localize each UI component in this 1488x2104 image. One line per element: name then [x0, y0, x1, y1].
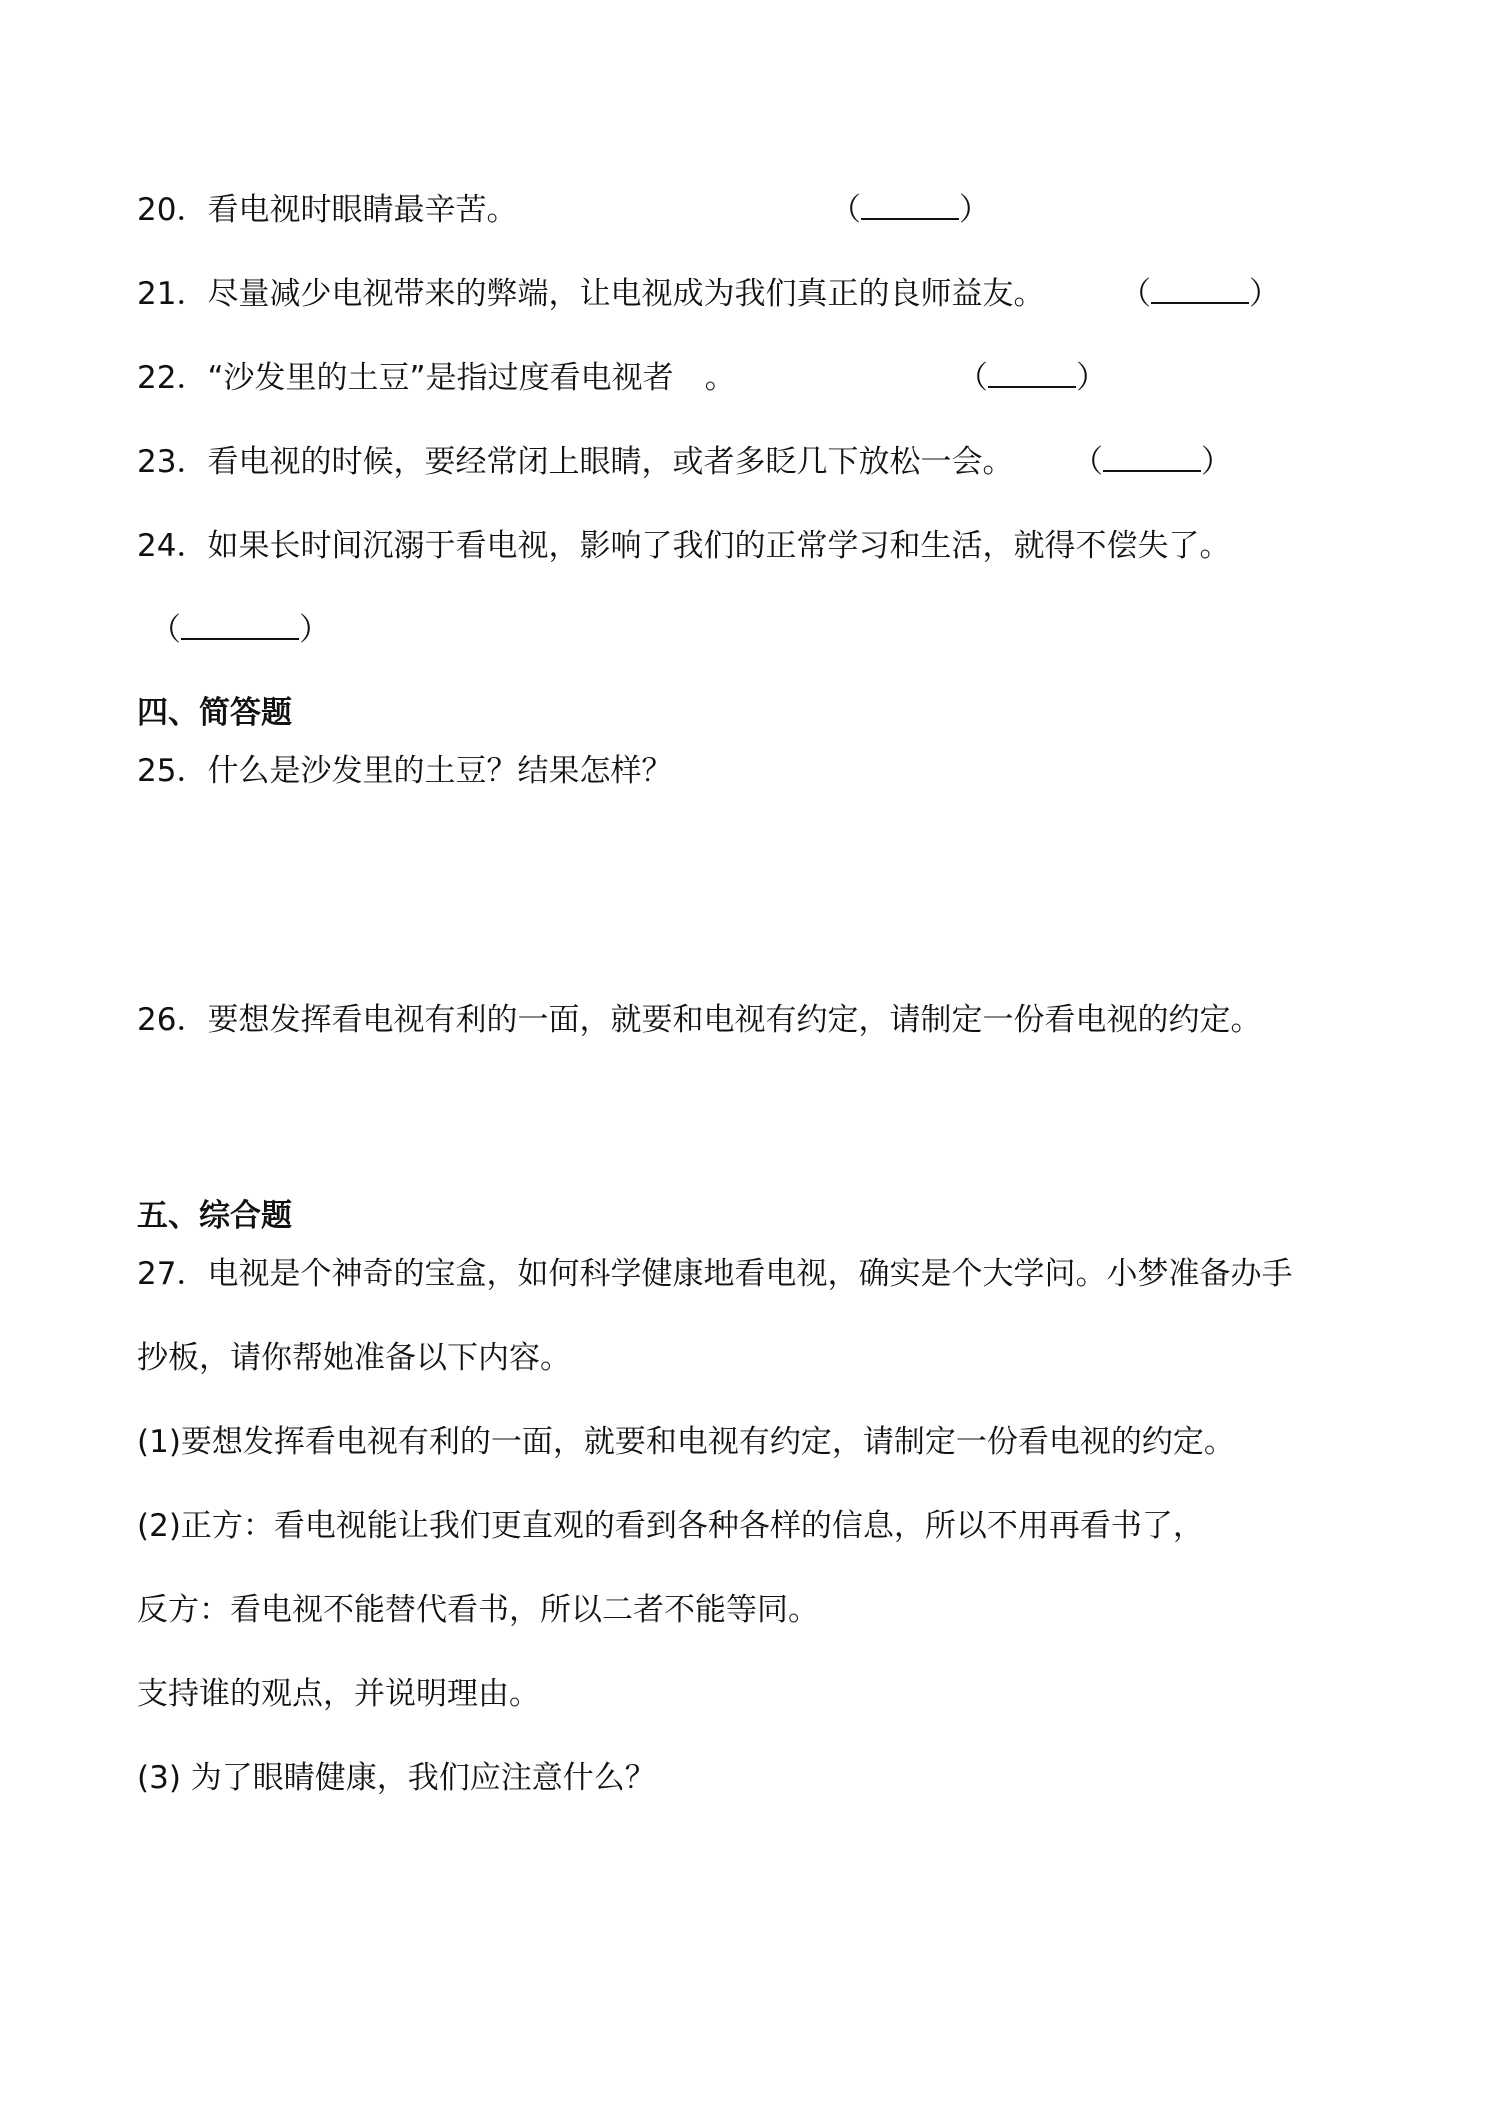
- question-27-part-1: (1)要想发挥看电视有利的一面，就要和电视有约定，请制定一份看电视的约定。: [137, 1424, 1235, 1460]
- question-text: 看电视时眼睛最辛苦。: [207, 192, 518, 228]
- question-number: 23．: [137, 444, 208, 480]
- question-27-part-2-prompt: 支持谁的观点，并说明理由。: [137, 1676, 540, 1712]
- question-27-part-2-con: 反方：看电视不能替代看书，所以二者不能等同。: [137, 1592, 819, 1628]
- question-20: [137, 190, 517, 230]
- question-21: [137, 274, 1044, 314]
- question-27-part-3: (3) 为了眼睛健康，我们应注意什么？: [137, 1760, 656, 1796]
- question-text: “沙发里的土豆”是指过度看电视者 。: [207, 360, 736, 396]
- question-number: 21．: [137, 276, 208, 312]
- question-27-part-2-pro: (2)正方：看电视能让我们更直观的看到各种各样的信息，所以不用再看书了，: [137, 1508, 1204, 1544]
- question-22: [137, 358, 736, 398]
- question-text: 什么是沙发里的土豆？结果怎样？: [207, 753, 673, 789]
- question-text: 要想发挥看电视有利的一面，就要和电视有约定，请制定一份看电视的约定。: [207, 1002, 1262, 1038]
- question-text: 电视是个神奇的宝盒，如何科学健康地看电视，确实是个大学问。小梦准备办手: [207, 1256, 1293, 1292]
- question-27: [137, 1254, 1292, 1294]
- question-text: 如果长时间沉溺于看电视，影响了我们的正常学习和生活，就得不偿失了。: [207, 528, 1231, 564]
- answer-blank-22[interactable]: （ ）: [957, 360, 1107, 396]
- question-24: [137, 526, 1230, 566]
- answer-blank-20[interactable]: （ ）: [830, 192, 990, 228]
- question-23: [137, 442, 1013, 482]
- section-title-short-answer: 四、简答题: [137, 695, 292, 731]
- answer-blank-21[interactable]: （ ）: [1120, 276, 1280, 312]
- question-26: [137, 1000, 1261, 1040]
- question-27-continued: 抄板，请你帮她准备以下内容。: [137, 1340, 571, 1376]
- answer-blank-24[interactable]: （ ）: [150, 612, 330, 648]
- section-title-comprehensive: 五、综合题: [137, 1198, 292, 1234]
- question-text: 看电视的时候，要经常闭上眼睛，或者多眨几下放松一会。: [207, 444, 1014, 480]
- question-number: 24．: [137, 528, 208, 564]
- answer-blank-23[interactable]: （ ）: [1072, 444, 1232, 480]
- question-number: 26．: [137, 1002, 208, 1038]
- question-25: [137, 751, 672, 791]
- question-number: 27．: [137, 1256, 208, 1292]
- question-text: 尽量减少电视带来的弊端，让电视成为我们真正的良师益友。: [207, 276, 1045, 312]
- question-number: 22．: [137, 360, 208, 396]
- question-number: 20．: [137, 192, 208, 228]
- question-number: 25．: [137, 753, 208, 789]
